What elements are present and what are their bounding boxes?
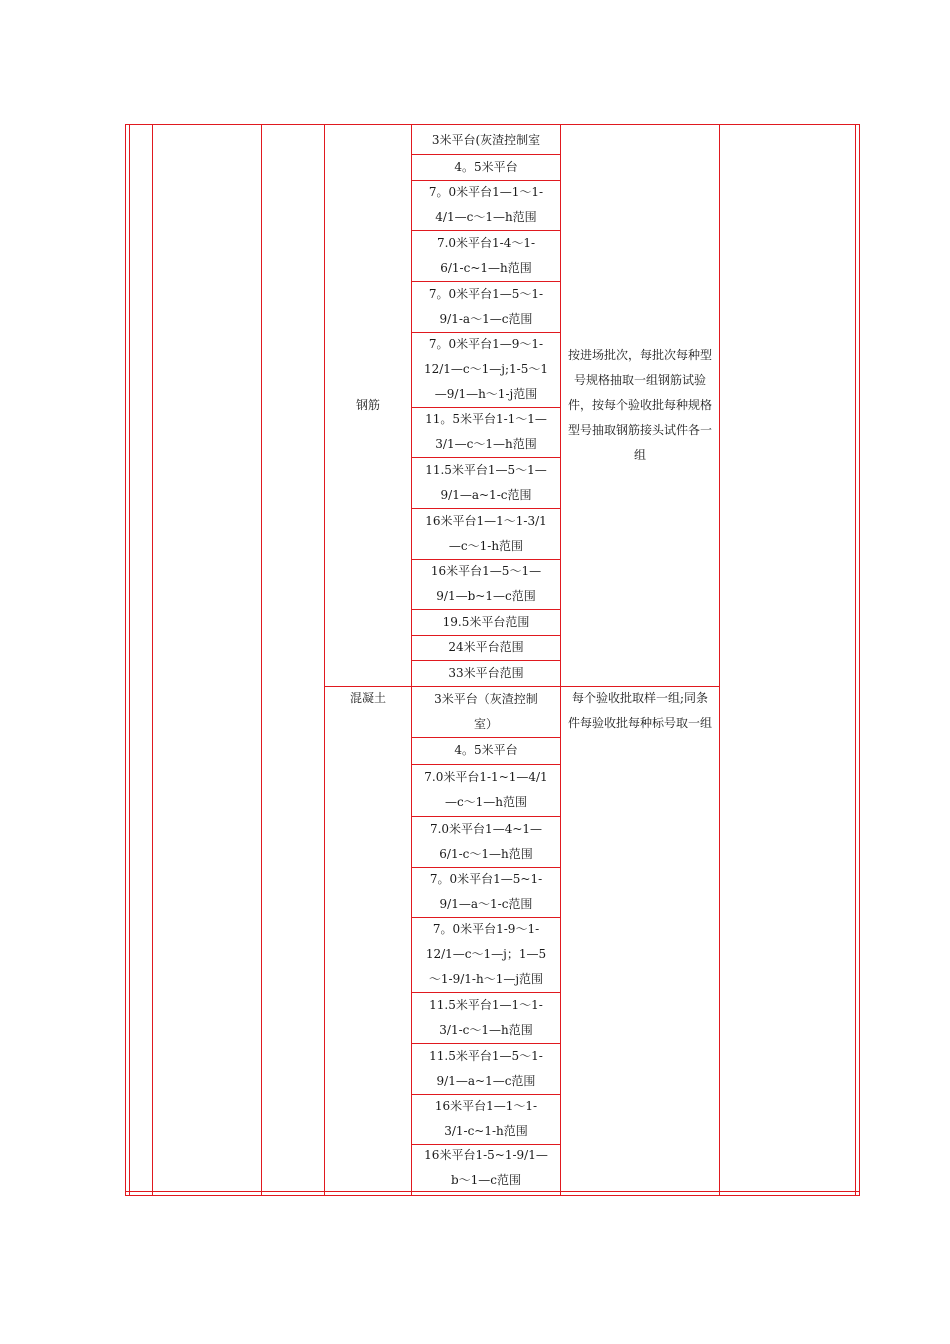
location-cell: 16米平台1—1～1- 3/1-c~1-h范围 xyxy=(434,1099,538,1138)
location-cell: 7。0米平台1—9～1- 12/1—c～1—j;1-5～1 —9/1—h～1-j范围 xyxy=(423,337,549,401)
location-cell: 4。5米平台 xyxy=(454,159,518,174)
location-cell: 3米平台(灰渣控制室 xyxy=(431,132,541,147)
table-double-border-right xyxy=(855,125,856,1195)
location-cell: 4。5米平台 xyxy=(454,743,518,757)
location-cell: 16米平台1—1～1-3/1 —c～1-h范围 xyxy=(425,513,547,553)
location-cell: 33米平台范围 xyxy=(448,665,524,680)
location-cell: 7.0米平台1—4~1— 6/1-c～1—h范围 xyxy=(429,821,543,861)
location-cell: 7.0米平台1-1~1—4/1 —c～1—h范围 xyxy=(424,770,548,809)
location-cell: 16米平台1—5～1— 9/1—b~1—c范围 xyxy=(430,564,542,603)
location-cell: 11.5米平台1—5～1— 9/1—a~1-c范围 xyxy=(425,462,547,502)
location-cell: 7。0米平台1—5~1- 9/1—a～1-c范围 xyxy=(429,872,543,911)
item-label-steel: 钢筋 xyxy=(355,398,380,412)
column-divider xyxy=(261,124,262,1196)
sampling-note-concrete: 每个验收批取样一组;同条件每验收批每种标号取一组 xyxy=(567,691,712,730)
location-cell: 7。0米平台1-9～1- 12/1—c～1—j；1—5 ～1-9/1-h～1—j范围 xyxy=(425,922,547,986)
location-cell: 11。5米平台1-1～1— 3/1—c～1—h范围 xyxy=(425,412,547,451)
item-label-concrete: 混凝土 xyxy=(349,691,386,705)
column-divider xyxy=(152,124,153,1196)
location-cell: 11.5米平台1—5～1- 9/1—a~1—c范围 xyxy=(429,1048,543,1088)
location-cell: 7.0米平台1-4～1- 6/1-c~1—h范围 xyxy=(436,235,536,275)
location-cell: 11.5米平台1—1～1- 3/1-c～1—h范围 xyxy=(429,997,543,1037)
location-cell: 7。0米平台1—1～1- 4/1—c～1—h范围 xyxy=(428,185,544,224)
location-cell: 24米平台范围 xyxy=(448,640,524,654)
sampling-note-steel: 按进场批次，每批次每种型号规格抽取一组钢筋试验件，按每个验收批每种规格型号抽取钢筋接头试件各一组 xyxy=(567,348,712,462)
location-cell: 16米平台1-5~1-9/1— b～1—c范围 xyxy=(424,1148,548,1187)
column-divider xyxy=(719,124,720,1196)
location-cell: 7。0米平台1—5～1- 9/1-a～1—c范围 xyxy=(428,286,544,326)
table-double-border-left xyxy=(129,125,130,1195)
location-cell: 19.5米平台范围 xyxy=(442,614,530,629)
location-cell: 3米平台（灰渣控制 室） xyxy=(434,691,538,731)
column-divider xyxy=(324,124,325,1196)
